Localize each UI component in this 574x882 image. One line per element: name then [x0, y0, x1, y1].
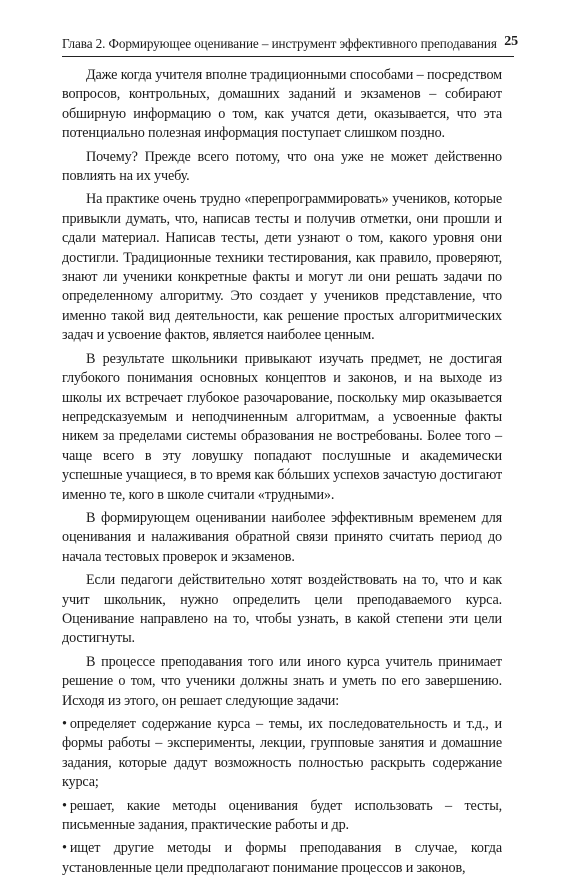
paragraph: Даже когда учителя вполне традиционными способами – посредством вопросов, контрольных, домашних заданий и экзаменов – собирают обширную информацию о том, как учатся дети, оказывается, что эта потенциально полезная информация поступает слишком поздно.: [62, 67, 502, 142]
bullet-item: [62, 797, 502, 836]
bullet-text: определяет содержание курса – темы, их последовательность и т.д., и формы работы – эксперименты, лекции, групповые занятия и домашние задания, которые дадут возможность полностью раскрыть содержание курса;: [62, 716, 502, 791]
running-header: [62, 34, 518, 57]
bullet-text: ищет другие методы и формы преподавания в случае, когда установленные цели предполагают понимание процессов и законов,: [62, 840, 502, 876]
paragraph: Почему? Прежде всего потому, что она уже не может действенно повлиять на их учебу.: [62, 148, 502, 185]
paragraph: В формирующем оценивании наиболее эффективным временем для оценивания и налаживания обратной связи принято считать период до начала тестовых проверок и экзаменов.: [62, 509, 502, 565]
bullet-icon: •: [62, 840, 67, 857]
paragraph: В процессе преподавания того или иного курса учитель принимает решение о том, что ученики должны знать и уметь по его завершению. Исходя из этого, он решает следующие задачи:: [62, 653, 502, 709]
bullet-icon: •: [62, 797, 67, 814]
paragraph: На практике очень трудно «перепрограммировать» учеников, которые привыкли думать, что, написав тесты и получив отметки, они прошли и сдали материал. Написав тесты, дети узнают о том, какого уровня они достигли. Традиционные техники тестирования, как правило, проверяют, знают ли ученики конкретные факты и могут ли они решать задачи по определенному алгоритму. Это создает у учеников представление, что именно такой вид деятельности, как решение простых алгоритмических задач и усвоение фактов, является наиболее ценным.: [62, 191, 502, 344]
bullet-item: [62, 839, 502, 878]
bullet-icon: •: [62, 716, 67, 732]
paragraph: Если педагоги действительно хотят воздействовать на то, что и как учит школьник, нужно определить цели преподаваемого курса. Оценивание направлено на то, чтобы узнать, в какой степени эти цели достигнуты.: [62, 572, 502, 647]
page-number: 25: [504, 34, 518, 49]
body-text: [62, 66, 502, 882]
bullet-item: [62, 715, 502, 793]
paragraph: В результате школьники привыкают изучать предмет, не достигая глубокого понимания основных концептов и законов, и на выходе из школы их встречает глубокое разочарование, поскольку мир оказывается непредсказуемым и неподчиненным алгоритмам, а усвоенные факты никем за пределами системы образования не востребованы. Более того – чаще всего в эту ловушку попадают послушные и академически успешные учащиеся, в то время как бóльших успехов зачастую достигают именно те, кого в школе считали «трудными».: [62, 350, 502, 503]
bullet-text: решает, какие методы оценивания будет использовать – тесты, письменные задания, практические работы и др.: [62, 797, 502, 834]
chapter-title: Глава 2. Формирующее оценивание – инструмент эффективного преподавания: [62, 36, 497, 51]
